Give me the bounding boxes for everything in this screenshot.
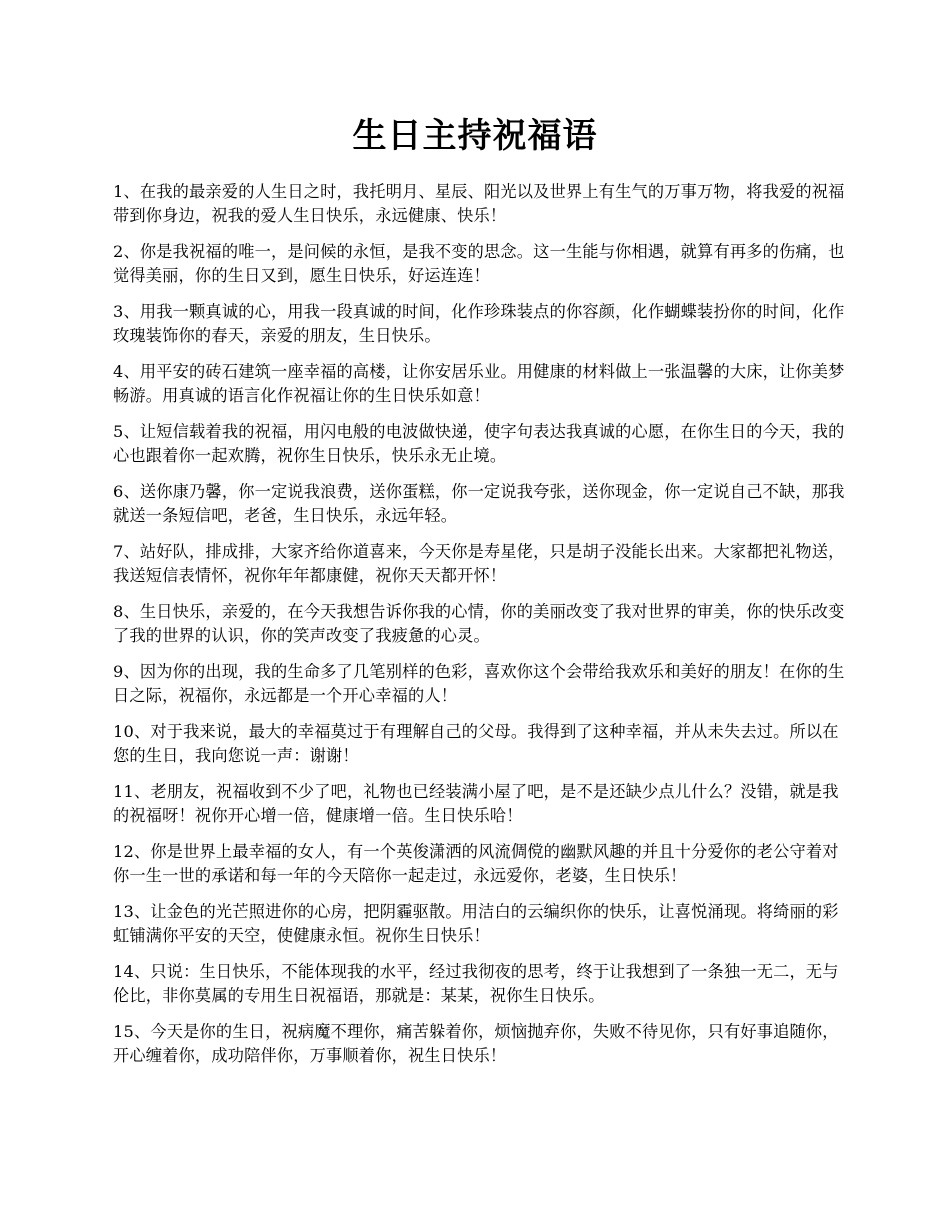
paragraph-5: 5、让短信载着我的祝福，用闪电般的电波做快递，使字句表达我真诚的心愿，在你生日的今天，我的心也跟着你一起欢腾，祝你生日快乐，快乐永无止境。 xyxy=(113,422,845,465)
paragraph-12: 12、你是世界上最幸福的女人，有一个英俊潇洒的风流倜傥的幽默风趣的并且十分爱你的老公守着对你一生一世的承诺和每一年的今天陪你一起走过，永远爱你，老婆，生日快乐！ xyxy=(113,842,839,885)
document-body xyxy=(113,180,848,1080)
paragraph-10: 10、对于我来说，最大的幸福莫过于有理解自己的父母。我得到了这种幸福，并从未失去过。所以在您的生日，我向您说一声：谢谢！ xyxy=(113,722,839,765)
paragraph-13: 13、让金色的光芒照进你的心房，把阴霾驱散。用洁白的云编织你的快乐，让喜悦涌现。将绮丽的彩虹铺满你平安的天空，使健康永恒。祝你生日快乐！ xyxy=(113,902,839,945)
document-title: 生日主持祝福语 xyxy=(352,116,598,156)
paragraph-1: 1、在我的最亲爱的人生日之时，我托明月、星辰、阳光以及世界上有生气的万事万物，将我爱的祝福带到你身边，祝我的爱人生日快乐，永远健康、快乐！ xyxy=(113,182,845,225)
paragraph-14: 14、只说：生日快乐，不能体现我的水平，经过我彻夜的思考，终于让我想到了一条独一无二，无与伦比，非你莫属的专用生日祝福语，那就是：某某，祝你生日快乐。 xyxy=(113,962,839,1005)
paragraph-4: 4、用平安的砖石建筑一座幸福的高楼，让你安居乐业。用健康的材料做上一张温馨的大床，让你美梦畅游。用真诚的语言化作祝福让你的生日快乐如意！ xyxy=(113,362,845,405)
paragraph-7: 7、站好队，排成排，大家齐给你道喜来，今天你是寿星佬，只是胡子没能长出来。大家都把礼物送，我送短信表情怀，祝你年年都康健，祝你天天都开怀！ xyxy=(113,542,845,585)
paragraph-15: 15、今天是你的生日，祝病魔不理你，痛苦躲着你，烦恼抛弃你，失败不待见你，只有好事追随你，开心缠着你，成功陪伴你，万事顺着你，祝生日快乐！ xyxy=(113,1022,839,1065)
paragraph-6: 6、送你康乃馨，你一定说我浪费，送你蛋糕，你一定说我夸张，送你现金，你一定说自己不缺，那我就送一条短信吧，老爸，生日快乐，永远年轻。 xyxy=(113,482,845,525)
paragraph-8: 8、生日快乐，亲爱的，在今天我想告诉你我的心情，你的美丽改变了我对世界的审美，你的快乐改变了我的世界的认识，你的笑声改变了我疲惫的心灵。 xyxy=(113,602,845,645)
paragraph-3: 3、用我一颗真诚的心，用我一段真诚的时间，化作珍珠装点的你容颜，化作蝴蝶装扮你的时间，化作玫瑰装饰你的春天，亲爱的朋友，生日快乐。 xyxy=(113,302,845,345)
paragraph-11: 11、老朋友，祝福收到不少了吧，礼物也已经装满小屋了吧，是不是还缺少点儿什么？没错，就是我的祝福呀！祝你开心增一倍，健康增一倍。生日快乐哈！ xyxy=(113,782,839,825)
paragraph-2: 2、你是我祝福的唯一，是问候的永恒，是我不变的思念。这一生能与你相遇，就算有再多的伤痛，也觉得美丽，你的生日又到，愿生日快乐，好运连连！ xyxy=(113,242,845,285)
paragraph-9: 9、因为你的出现，我的生命多了几笔别样的色彩，喜欢你这个会带给我欢乐和美好的朋友！在你的生日之际，祝福你，永远都是一个开心幸福的人！ xyxy=(113,662,845,705)
